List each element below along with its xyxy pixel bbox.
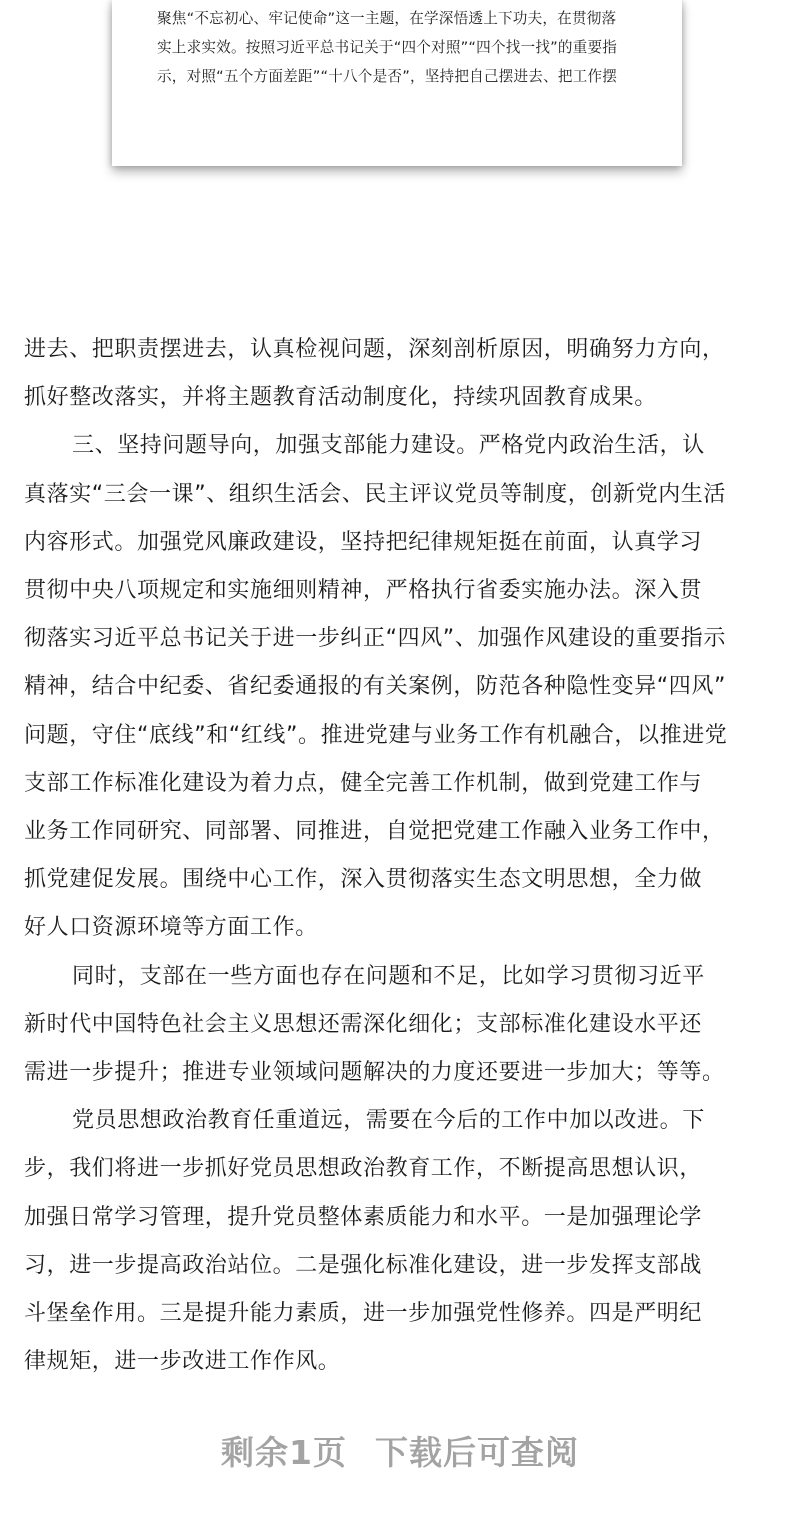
text-line: 支部工作标准化建设为着力点，健全完善工作机制，做到党建工作与 bbox=[24, 770, 703, 796]
text-line: 步，我们将进一步抓好党员思想政治教育工作，不断提高思想认识， bbox=[24, 1156, 703, 1182]
document-preview-card bbox=[112, 0, 682, 166]
card-text-line: 示，对照“五个方面差距”“十八个是否”，坚持把自己摆进去、把工作摆 bbox=[157, 68, 618, 85]
card-text-line: 实上求实效。按照习近平总书记关于“四个对照”“四个找一找”的重要指 bbox=[157, 39, 618, 56]
text-line: 抓好整改落实，并将主题教育活动制度化，持续巩固教育成果。 bbox=[24, 385, 657, 411]
remaining-pages-label: 剩余1页 bbox=[221, 1433, 347, 1472]
text-line: 问题，守住“底线”和“红线”。推进党建与业务工作有机融合，以推进党 bbox=[24, 722, 728, 748]
paragraph bbox=[24, 1097, 784, 1386]
text-line: 贯彻中央八项规定和实施细则精神，严格执行省委实施办法。深入贯 bbox=[24, 578, 703, 604]
text-line: 进去、把职责摆进去，认真检视问题，深刻剖析原因，明确努力方向， bbox=[24, 337, 725, 362]
text-line: 习，进一步提高政治站位。二是强化标准化建设，进一步发挥支部战 bbox=[24, 1252, 703, 1278]
text-line: 三、坚持问题导向，加强支部能力建设。严格党内政治生活，认 bbox=[72, 433, 705, 459]
paragraph bbox=[24, 326, 784, 422]
text-line: 斗堡垒作用。三是提升能力素质，进一步加强党性修养。四是严明纪 bbox=[24, 1301, 703, 1327]
text-line: 律规矩，进一步改进工作作风。 bbox=[24, 1349, 341, 1375]
text-line: 党员思想政治教育任重道远，需要在今后的工作中加以改进。下 bbox=[72, 1108, 705, 1134]
download-prompt[interactable] bbox=[0, 1427, 800, 1474]
paragraph bbox=[24, 953, 784, 1098]
text-line: 加强日常学习管理，提升党员整体素质能力和水平。一是加强理论学 bbox=[24, 1204, 703, 1230]
text-line: 好人口资源环境等方面工作。 bbox=[24, 915, 318, 941]
text-line: 抓党建促发展。围绕中心工作，深入贯彻落实生态文明思想，全力做 bbox=[24, 867, 703, 893]
download-to-view-label: 下载后可查阅 bbox=[374, 1433, 579, 1472]
text-line: 彻落实习近平总书记关于进一步纠正“四风”、加强作风建设的重要指示 bbox=[24, 626, 726, 652]
text-line: 内容形式。加强党风廉政建设，坚持把纪律规矩挺在前面，认真学习 bbox=[24, 529, 703, 555]
card-text-line: 聚焦“不忘初心、牢记使命”这一主题，在学深悟透上下功夫，在贯彻落 bbox=[157, 10, 617, 27]
document-body bbox=[24, 326, 784, 1386]
paragraph bbox=[24, 422, 784, 952]
text-line: 真落实“三会一课”、组织生活会、民主评议党员等制度，创新党内生活 bbox=[24, 481, 726, 507]
text-line: 业务工作同研究、同部署、同推进，自觉把党建工作融入业务工作中， bbox=[24, 819, 725, 845]
text-line: 新时代中国特色社会主义思想还需深化细化；支部标准化建设水平还 bbox=[24, 1011, 703, 1037]
text-line: 同时，支部在一些方面也存在问题和不足，比如学习贯彻习近平 bbox=[72, 963, 705, 989]
text-line: 需进一步提升；推进专业领域问题解决的力度还要进一步加大；等等。 bbox=[24, 1060, 725, 1086]
text-line: 精神，结合中纪委、省纪委通报的有关案例，防范各种隐性变异“四风” bbox=[24, 674, 726, 700]
